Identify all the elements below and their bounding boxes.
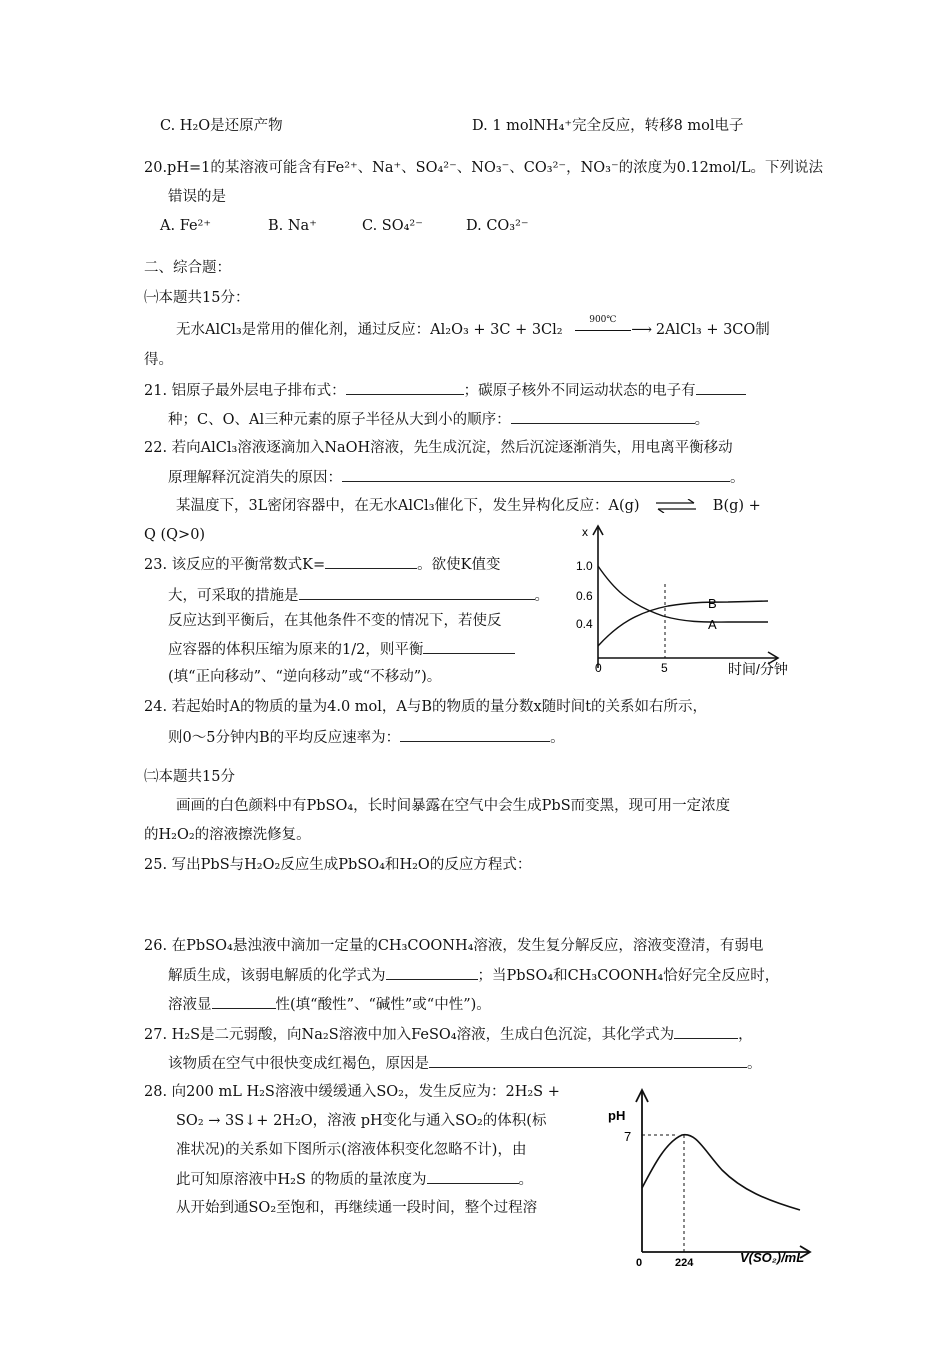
q23-line2 [168, 585, 549, 606]
q28-line3: 准状况)的关系如下图所示(溶液体积变化忽略不计)，由 [176, 1142, 527, 1158]
graph1-label-a: A [708, 617, 717, 632]
q28-text-b: 。 [518, 1172, 533, 1188]
graph2-x-tick-0: 0 [636, 1257, 643, 1269]
q23-blank-measure[interactable] [299, 585, 535, 600]
graph1-y-tick-2: 0.6 [576, 589, 593, 603]
q22-text-a: 原理解释沉淀消失的原因： [168, 470, 342, 486]
section-title: 二、综合题： [144, 260, 231, 276]
graph1-curve-b [598, 601, 768, 646]
q26-text-d: 性(填“酸性”、“碱性”或“中性”)。 [275, 997, 491, 1013]
q24-line1: 24. 若起始时A的物质的量为4.0 mol，A与B的物质的量分数x随时间t的关系如右所示， [144, 699, 708, 715]
graph2-y-label: pH [608, 1108, 626, 1123]
q23-blank-k[interactable] [325, 554, 417, 569]
q23-text-b: 。欲使K值变 [417, 557, 501, 573]
q21-text-b: ；碳原子核外不同运动状态的电子有 [463, 383, 696, 399]
q26-text-c: 溶液显 [168, 997, 212, 1013]
q23-text-e: 应容器的体积压缩为原来的1/2，则平衡 [168, 642, 424, 658]
part1-title: ㈠本题共15分： [144, 290, 250, 306]
equilibrium-intro-cont: Q (Q>0) [144, 527, 206, 543]
q23-line3: 反应达到平衡后，在其他条件不变的情况下，若使反 [168, 613, 502, 629]
equilibrium-text-a: 某温度下，3L密闭容器中，在无水AlCl₃催化下，发生异构化反应：A(g) [176, 498, 640, 514]
q20-stem: 20.pH=1的某溶液可能含有Fe²⁺、Na⁺、SO₄²⁻、NO₃⁻、CO₃²⁻，NO₃⁻的浓度为0.12mol/L。下列说法 [144, 160, 824, 176]
part2-intro-cont: 的H₂O₂的溶液擦洗修复。 [144, 827, 311, 843]
q28-line1: 28. 向200 mL H₂S溶液中缓缓通入SO₂，发生反应为：2H₂S + [144, 1084, 560, 1100]
q24-text-a: 则0～5分钟内B的平均反应速率为： [168, 730, 401, 746]
q23-line5: (填“正向移动”、“逆向移动”或“不移动”)。 [168, 669, 442, 685]
q22-blank[interactable] [342, 467, 730, 482]
q21-line1 [144, 380, 746, 401]
q28-blank-conc[interactable] [427, 1169, 519, 1184]
q26-text-a: 解质生成，该弱电解质的化学式为 [168, 968, 386, 984]
graph1-x-label: 时间/分钟 [728, 661, 788, 677]
q22-line2 [168, 467, 745, 488]
q26-line1: 26. 在PbSO₄悬浊液中滴加一定量的CH₃COONH₄溶液，发生复分解反应，溶液变澄清，有弱电 [144, 938, 764, 954]
q21-line2 [168, 409, 709, 430]
q27-blank-formula[interactable] [674, 1024, 738, 1039]
intro-reaction-left: 无水AlCl₃是常用的催化剂，通过反应：Al₂O₃ + 3C + 3Cl₂ [176, 322, 563, 338]
q23-blank-shift[interactable] [423, 639, 515, 654]
equilibrium-arrow-icon [654, 499, 698, 513]
q24-text-b: 。 [550, 730, 565, 746]
q20-option-b: B. Na⁺ [268, 218, 317, 234]
equilibrium-intro [176, 496, 761, 516]
q28-line5: 从开始到通SO₂至饱和，再继续通一段时间，整个过程溶 [176, 1200, 538, 1216]
q20-option-d: D. CO₃²⁻ [466, 218, 529, 234]
graph1-y-tick-1: 1.0 [576, 559, 593, 573]
q23-line4 [168, 639, 515, 660]
q21-text-a: 21. 铝原子最外层电子排布式： [144, 383, 346, 399]
q27-text-b: ， [738, 1027, 753, 1043]
q26-blank-property[interactable] [212, 994, 276, 1009]
q20-option-a: A. Fe²⁺ [160, 218, 212, 234]
q26-line3 [168, 994, 491, 1015]
part2-title: ㈡本题共15分 [144, 769, 235, 785]
reaction-condition: 900℃ [589, 315, 617, 325]
q27-line2 [168, 1053, 762, 1074]
q23-line1 [144, 554, 501, 575]
graph2-ph-curve [642, 1135, 800, 1210]
q25-line1: 25. 写出PbS与H₂O₂反应生成PbSO₄和H₂O的反应方程式： [144, 857, 532, 873]
q26-blank-formula[interactable] [386, 965, 478, 980]
part2-intro: 画画的白色颜料中有PbSO₄，长时间暴露在空气中会生成PbS而变黑，现可用一定浓度 [176, 798, 731, 814]
graph2-y-tick-7: 7 [624, 1129, 632, 1144]
q23-text-d: 。 [534, 588, 549, 604]
graph1-curve-a [598, 566, 768, 622]
graph1-x-tick-5: 5 [661, 661, 668, 675]
graph1-y-tick-3: 0.4 [576, 617, 593, 631]
q21-text-c: 种；C、O、Al三种元素的原子半径从大到小的顺序： [168, 412, 511, 428]
graph1-y-label: x [582, 525, 588, 539]
q28-line4 [176, 1169, 533, 1190]
q27-line1 [144, 1024, 753, 1045]
q22-text-b: 。 [730, 470, 745, 486]
q19-option-d: D. 1 molNH₄⁺完全反应，转移8 mol电子 [472, 118, 744, 134]
graph1-x-tick-0: 0 [595, 661, 602, 675]
q27-text-c: 该物质在空气中很快变成红褐色，原因是 [168, 1056, 429, 1072]
q20-stem-cont: 错误的是 [168, 189, 226, 205]
part1-intro-cont: 得。 [144, 352, 173, 368]
q21-blank-3[interactable] [511, 409, 695, 424]
q22-line1: 22. 若向AlCl₃溶液逐滴加入NaOH溶液，先生成沉淀，然后沉淀逐渐消失，用电离平衡移动 [144, 440, 733, 456]
q26-text-b: ；当PbSO₄和CH₃COONH₄恰好完全反应时， [477, 968, 780, 984]
graph2-x-tick-224: 224 [675, 1257, 694, 1269]
q26-line2 [168, 965, 779, 986]
q27-text-a: 27. H₂S是二元弱酸，向Na₂S溶液中加入FeSO₄溶液，生成白色沉淀，其化学式为 [144, 1027, 675, 1043]
graph1-label-b: B [708, 596, 717, 611]
intro-reaction-right: 2AlCl₃ + 3CO制 [655, 322, 770, 338]
q24-blank[interactable] [400, 727, 550, 742]
graph-mole-fraction [568, 518, 816, 678]
q21-blank-2[interactable] [696, 380, 746, 395]
q24-line2 [168, 727, 565, 748]
q21-text-d: 。 [694, 412, 710, 428]
graph-ph-curve [604, 1080, 820, 1270]
q20-option-c: C. SO₄²⁻ [362, 218, 423, 234]
q27-blank-reason[interactable] [429, 1053, 747, 1068]
q28-line2: SO₂ → 3S↓+ 2H₂O，溶液 pH变化与通入SO₂的体积(标 [176, 1113, 547, 1129]
equilibrium-text-b: B(g) + [712, 498, 761, 514]
reaction-arrow: 900℃ ⟶ [575, 320, 637, 340]
q23-text-c: 大，可采取的措施是 [168, 588, 299, 604]
q27-text-d: 。 [747, 1056, 762, 1072]
q28-text-a: 此可知原溶液中H₂S 的物质的量浓度为 [176, 1172, 427, 1188]
q19-option-c: C. H₂O是还原产物 [160, 118, 283, 134]
q21-blank-1[interactable] [346, 380, 464, 395]
q23-text-a: 23. 该反应的平衡常数式K= [144, 557, 326, 573]
part1-intro [176, 315, 770, 340]
graph2-x-label: V(SO₂)/mL [740, 1250, 805, 1265]
